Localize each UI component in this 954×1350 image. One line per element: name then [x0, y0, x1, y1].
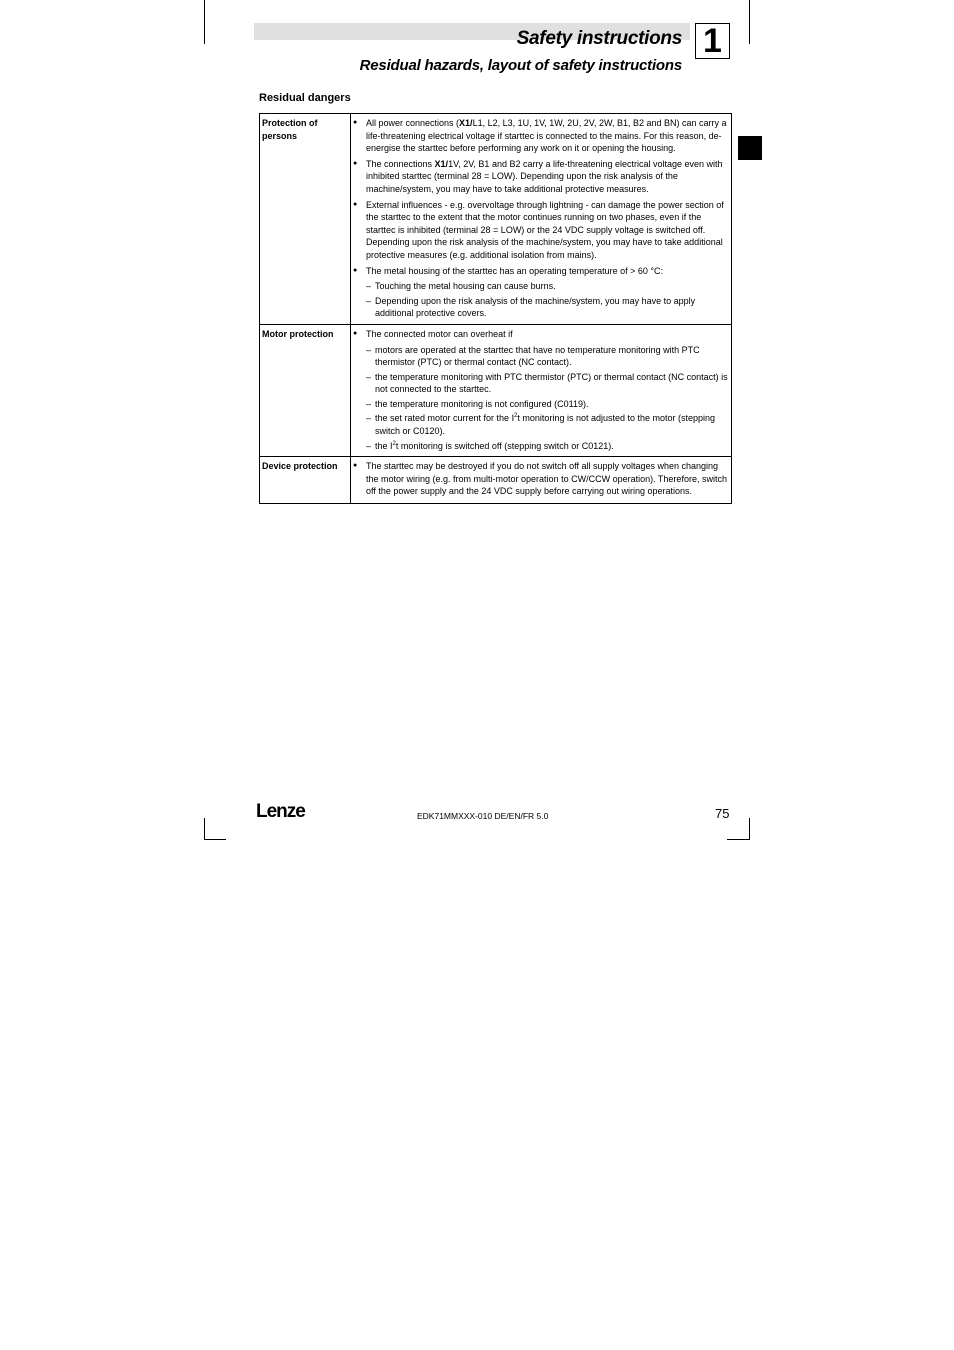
- table-row: [260, 457, 732, 504]
- list-item: ● The connected motor can overheat if: [353, 328, 729, 341]
- section-heading: Residual dangers: [259, 92, 351, 104]
- table-row: [260, 324, 732, 456]
- list-item: ● The connections X1/1V, 2V, B1 and B2 carry a life-threatening electrical voltage even with inhibited starttec (terminal 28 = LOW). Depending upon the risk analysis of the machine/system, you may have to take additional protective measures.: [353, 158, 729, 196]
- list-item: ● All power connections (X1/L1, L2, L3, 1U, 1V, 1W, 2U, 2V, 2W, B1, B2 and BN) can carry a life-threatening electrical voltage if starttec is connected to the mains. For this reason, de-energise the starttec before performing any work on it or opening the housing.: [353, 117, 729, 155]
- crop-mark-bottom-left-v: [204, 818, 205, 840]
- sub-list-item: – motors are operated at the starttec that have no temperature monitoring with PTC thermistor (PTC) or thermal contact (NC contact).: [353, 344, 729, 369]
- page-number: 75: [715, 806, 730, 821]
- category-cell: Motor protection: [260, 324, 351, 456]
- sub-list-item: – Touching the metal housing can cause burns.: [353, 280, 729, 293]
- page-subtitle: Residual hazards, layout of safety instructions: [359, 57, 682, 74]
- crop-mark-bottom-left-h: [204, 839, 226, 840]
- crop-mark-bottom-right-v: [749, 818, 750, 840]
- chapter-tab-marker: [738, 136, 762, 160]
- sub-list-item: – the temperature monitoring is not configured (C0119).: [353, 398, 729, 411]
- lenze-logo: Lenze: [256, 801, 305, 822]
- description-cell: [351, 457, 732, 504]
- document-code: EDK71MMXXX-010 DE/EN/FR 5.0: [417, 811, 549, 821]
- chapter-number: 1: [695, 23, 730, 59]
- table-row: [260, 114, 732, 325]
- crop-mark-bottom-right-h: [727, 839, 750, 840]
- sub-list-item: – the temperature monitoring with PTC thermistor (PTC) or thermal contact (NC contact) is not connected to the starttec.: [353, 371, 729, 396]
- sub-list-item: – Depending upon the risk analysis of the machine/system, you may have to apply additional protective covers.: [353, 295, 729, 320]
- crop-mark-top-left: [204, 0, 205, 44]
- residual-dangers-table: [259, 113, 732, 504]
- list-item: ● External influences - e.g. overvoltage through lightning - can damage the power section of the starttec to the extent that the motor continues running on two phases, even if the starttec is inhibited (terminal 28 = LOW) or the 24 VDC supply voltage is switched off. Depending upon the risk analysis of the machine/system, you may have to take additional protective measures (e.g. additional isolation from mains).: [353, 199, 729, 262]
- description-cell: [351, 114, 732, 325]
- list-item: ● The metal housing of the starttec has an operating temperature of > 60 °C:: [353, 265, 729, 278]
- category-cell: Protection of persons: [260, 114, 351, 325]
- page-title: Safety instructions: [516, 28, 682, 49]
- sub-list-item: – the set rated motor current for the $I^2t$ monitoring is not adjusted to the motor (stepping switch or C0120).: [353, 412, 729, 437]
- description-cell: [351, 324, 732, 456]
- crop-mark-top-right: [749, 0, 750, 44]
- list-item: ● The starttec may be destroyed if you do not switch off all supply voltages when changing the motor wiring (e.g. from multi-motor operation to CW/CCW operation). Therefore, switch off the power supply and the 24 VDC supply before carrying out wiring operations.: [353, 460, 729, 498]
- sub-list-item: – the $I^2t$ monitoring is switched off (stepping switch or C0121).: [353, 440, 729, 453]
- category-cell: Device protection: [260, 457, 351, 504]
